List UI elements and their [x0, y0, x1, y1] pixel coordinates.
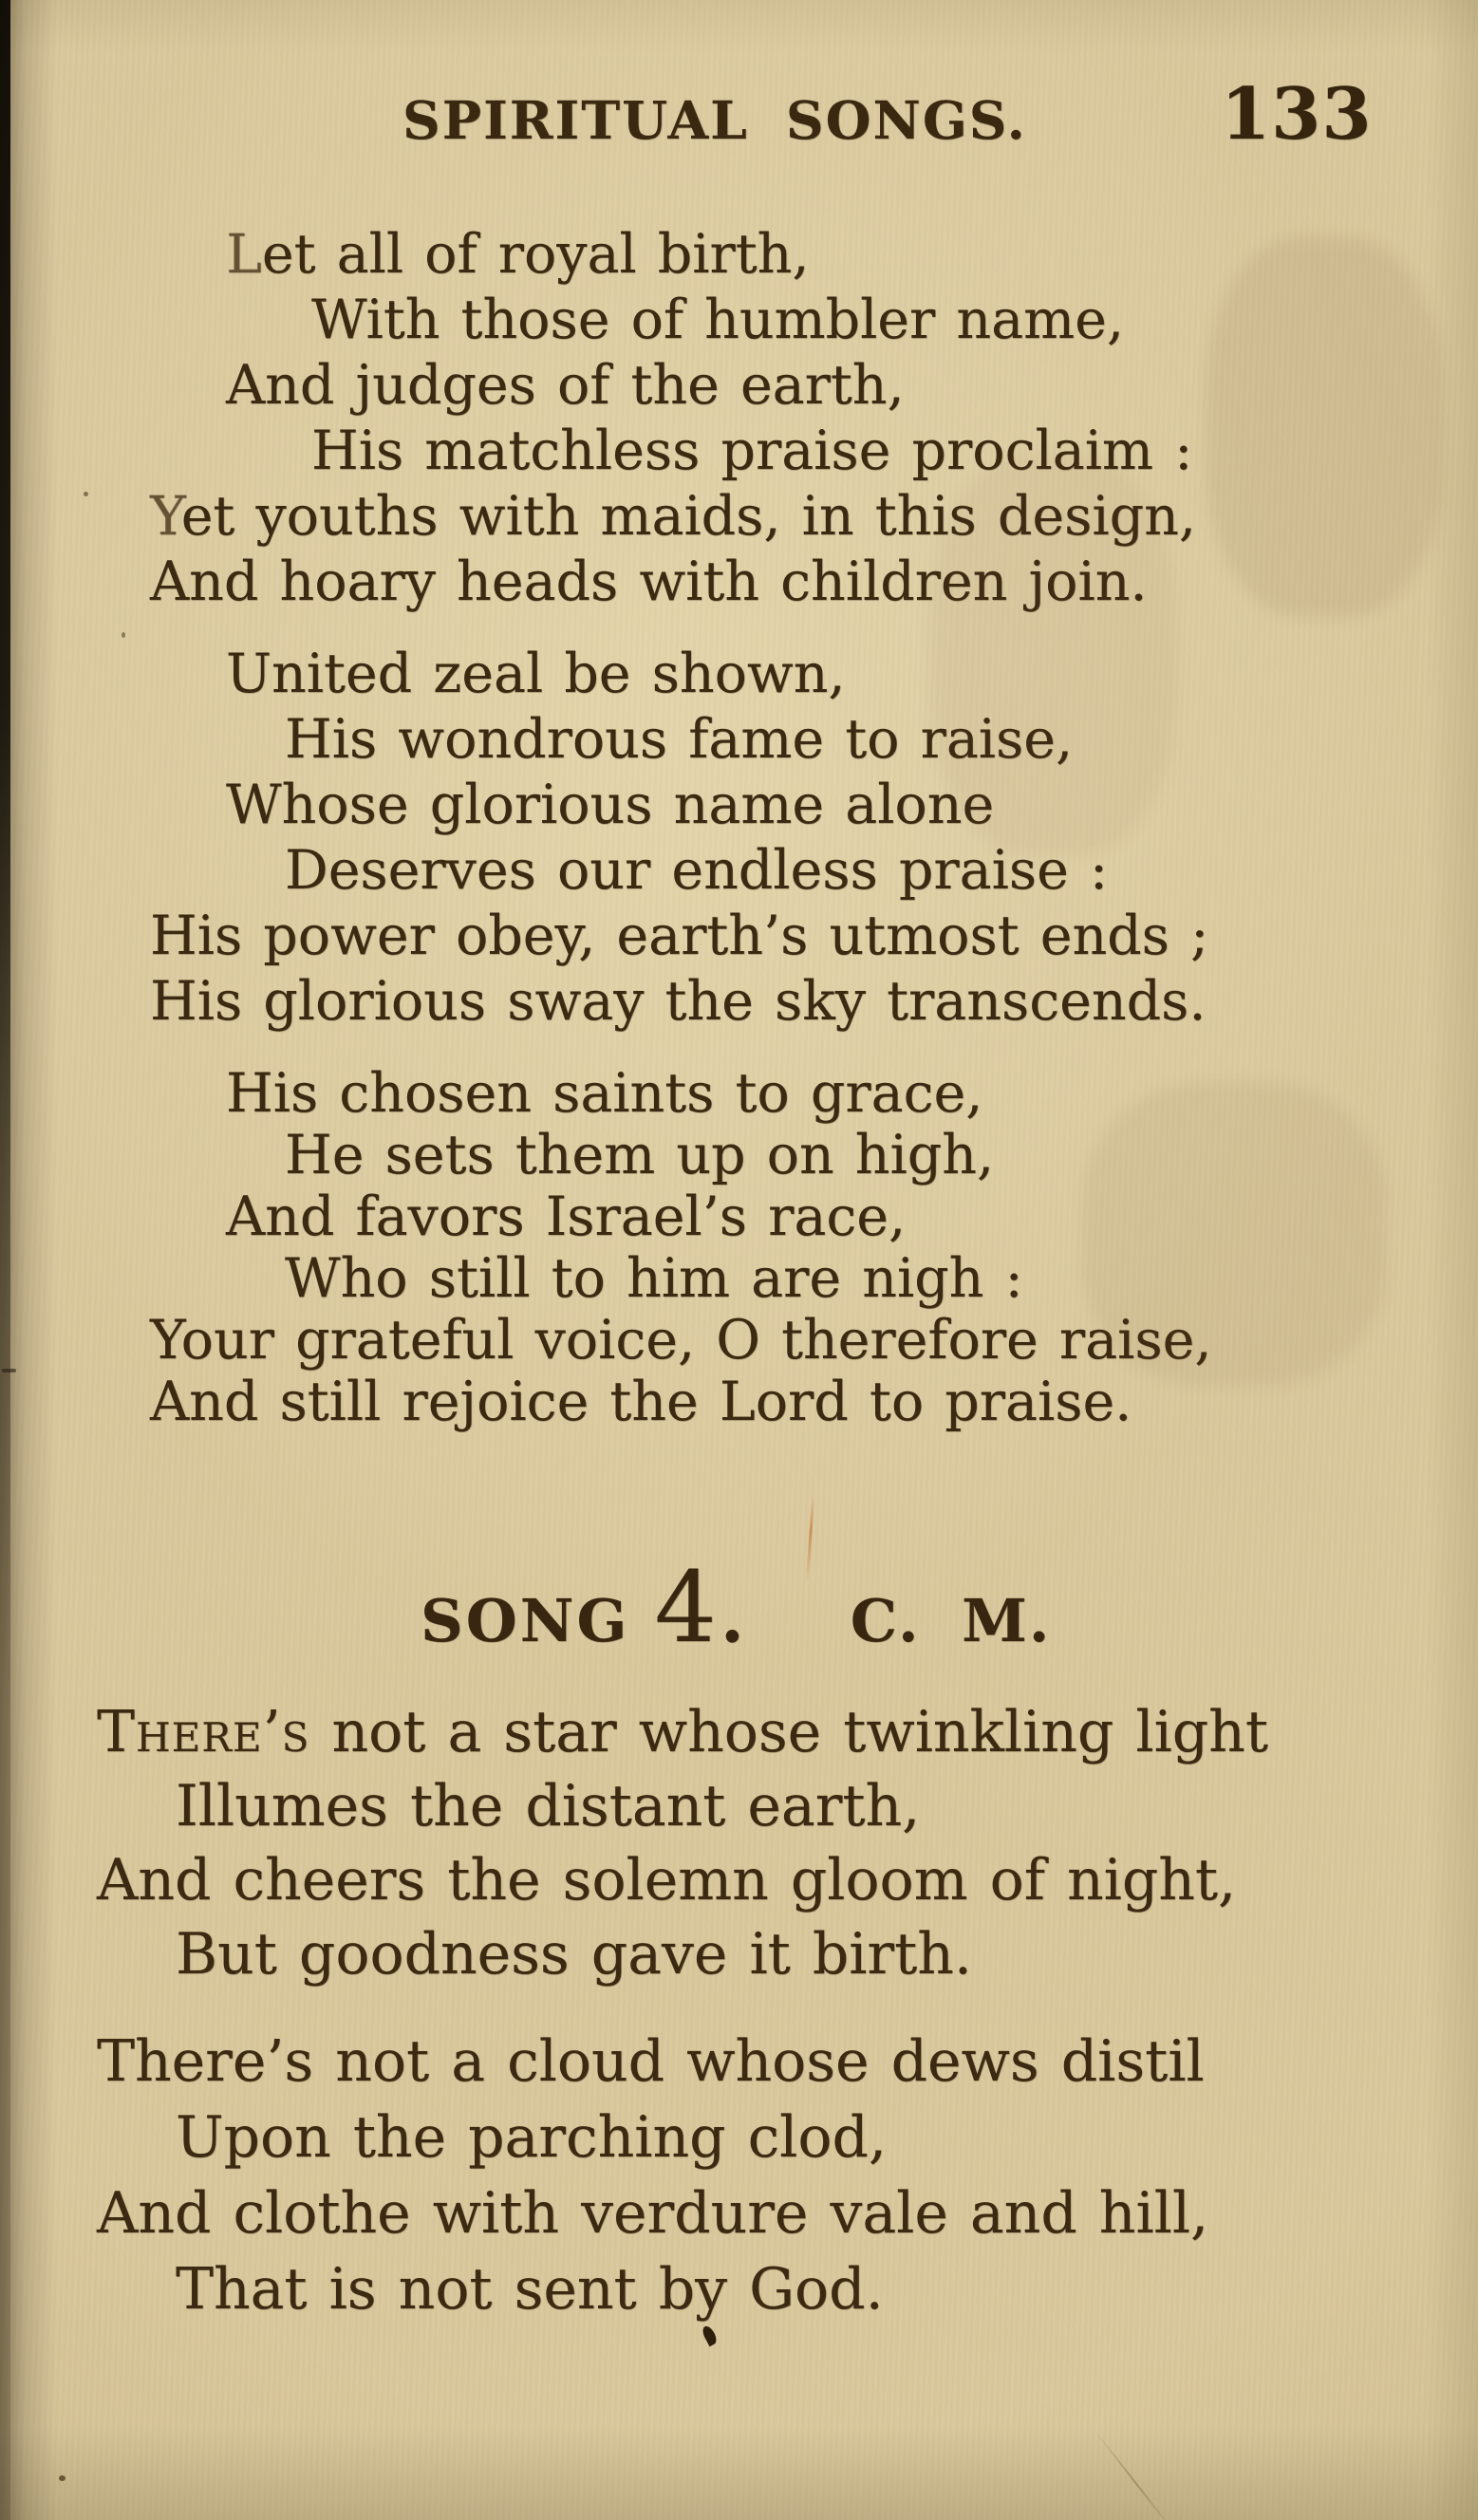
page-showthrough-ghost — [930, 456, 1177, 854]
ink-speck — [59, 2475, 65, 2481]
poem-line: His chosen saints to grace, — [226, 1062, 983, 1125]
song-heading-number: 4. — [654, 1551, 748, 1665]
poem-line: With those of humbler name, — [311, 289, 1124, 351]
poem-line: There’s not a cloud whose dews distil — [97, 2028, 1205, 2095]
poem-line: United zeal be shown, — [226, 643, 846, 705]
poem-stanza — [0, 2024, 1478, 2327]
song-heading-label: SONG — [421, 1586, 630, 1655]
poem-line: His power obey, earth’s utmost ends ; — [150, 905, 1209, 967]
poem-line: Deserves our endless praise : — [285, 839, 1109, 902]
poem-line: And hoary heads with children join. — [150, 551, 1148, 613]
poem-line: Who still to him are nigh : — [285, 1247, 1023, 1310]
poem-line: Upon the parching clod, — [176, 2104, 887, 2171]
ink-speck — [84, 492, 88, 496]
poem-line: Your grateful voice, O therefore raise, — [150, 1309, 1212, 1372]
paper-scratch — [1095, 2432, 1176, 2520]
ink-speck — [701, 2324, 720, 2347]
song-heading — [421, 1551, 1051, 1665]
poem-line: His matchless praise proclaim : — [311, 420, 1193, 482]
poem-line: Yet youths with maids, in this design, — [150, 485, 1196, 548]
poem-line: And judges of the earth, — [226, 354, 905, 417]
poem-stanza — [0, 1695, 1478, 1991]
poem-line-rest: not a star whose twinkling light — [309, 1699, 1268, 1765]
poem-stanza — [0, 642, 1478, 1035]
page-number: 133 — [1221, 72, 1373, 156]
poem-line: Let all of royal birth, — [226, 223, 810, 286]
poem-line: He sets them up on high, — [285, 1124, 995, 1186]
poem-line: His glorious sway the sky transcends. — [150, 970, 1207, 1033]
poem-line: And favors Israel’s race, — [226, 1185, 907, 1248]
poem-line: But goodness gave it birth. — [176, 1921, 972, 1988]
poem-line: Whose glorious name alone — [226, 774, 995, 836]
poem-line: Illumes the distant earth, — [176, 1773, 921, 1839]
page-showthrough-ghost — [1206, 237, 1443, 617]
ink-speck — [122, 632, 125, 638]
small-caps-lead-word: There’s — [97, 1699, 310, 1765]
poem-line — [0, 1695, 1478, 1769]
poem-line: That is not sent by God. — [176, 2256, 884, 2323]
poem-line: His wondrous fame to raise, — [285, 708, 1074, 771]
running-header-title: SPIRITUAL SONGS. — [402, 89, 1027, 151]
page-showthrough-ghost — [1082, 1082, 1386, 1386]
poem-line: And clothe with verdure vale and hill, — [97, 2180, 1209, 2247]
margin-mark — [2, 1369, 16, 1372]
poem-line: And still rejoice the Lord to praise. — [150, 1371, 1132, 1433]
song-heading-meter: C. M. — [850, 1586, 1052, 1655]
poem-line: And cheers the solemn gloom of night, — [97, 1847, 1237, 1913]
